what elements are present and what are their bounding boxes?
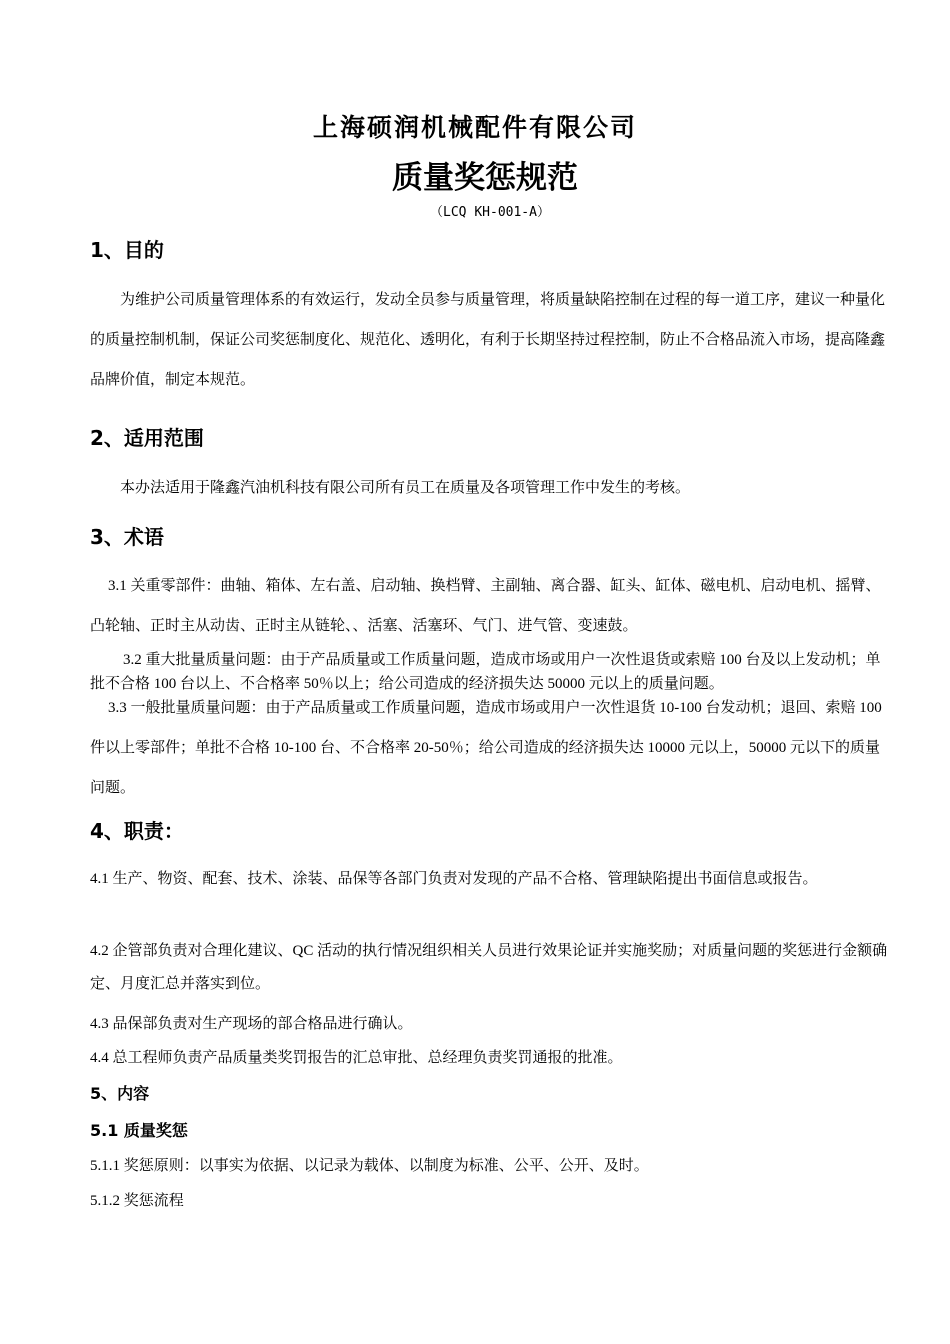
section-2-text: 本办法适用于隆鑫汽油机科技有限公司所有员工在质量及各项管理工作中发生的考核。 — [120, 480, 691, 496]
section-3-heading: 3、术语 — [90, 525, 164, 549]
duty-4-3: 4.3 品保部负责对生产现场的部合格品进行确认。 — [90, 1016, 413, 1032]
section-4-heading: 4、职责： — [90, 819, 184, 843]
duty-4-2: 4.2 企管部负责对合理化建议、QC 活动的执行情况组织相关人员进行效果论证并实施奖励；对质量问题的奖惩进行金额确定、月度汇总并落实到位。 — [90, 943, 888, 992]
item-5-1-1: 5.1.1 奖惩原则：以事实为依据、以记录为载体、以制度为标准、公平、公开、及时。 — [90, 1158, 649, 1174]
term-3-1: 3.1 关重零部件：曲轴、箱体、左右盖、启动轴、换档臂、主副轴、离合器、缸头、缸体、磁电机、启动电机、摇臂、凸轮轴、正时主从动齿、正时主从链轮、、活塞、活塞环、气门、进气管、变速鼓。 — [90, 578, 881, 634]
section-5-heading: 5、内容 — [90, 1084, 150, 1103]
section-2-heading: 2、适用范围 — [90, 426, 204, 450]
section-1-text: 为维护公司质量管理体系的有效运行，发动全员参与质量管理，将质量缺陷控制在过程的每一道工序，建议一种量化的质量控制机制，保证公司奖惩制度化、规范化、透明化，有利于长期坚持过程控制，防止不合格品流入市场，提高隆鑫品牌价值，制定本规范。 — [90, 292, 886, 388]
term-3-2: 3.2 重大批量质量问题：由于产品质量或工作质量问题，造成市场或用户一次性退货或索赔 100 台及以上发动机；单批不合格 100 台以上、不合格率 50％以上；给公司造成的经济损失达 50000 元以上的质量问题。 — [90, 652, 881, 692]
term-3-3: 3.3 一般批量质量问题：由于产品质量或工作质量问题，造成市场或用户一次性退货 10-100 台发动机；退回、索赔 100 件以上零部件；单批不合格 10-100 台、不合格率 20-50％；给公司造成的经济损失达 10000 元以上，50000 元以下的质量问题。 — [90, 700, 882, 796]
item-5-1-2: 5.1.2 奖惩流程 — [90, 1193, 184, 1209]
subsection-5-1-heading: 5.1 质量奖惩 — [90, 1121, 188, 1140]
duty-4-4: 4.4 总工程师负责产品质量类奖罚报告的汇总审批、总经理负责奖罚通报的批准。 — [90, 1050, 623, 1066]
duty-4-1: 4.1 生产、物资、配套、技术、涂装、品保等各部门负责对发现的产品不合格、管理缺陷提出书面信息或报告。 — [90, 871, 818, 887]
document-title: 质量奖惩规范 — [392, 160, 578, 196]
company-name: 上海硕润机械配件有限公司 — [312, 113, 637, 142]
section-1-heading: 1、目的 — [90, 238, 164, 262]
document-code: （LCQ KH-001-A） — [430, 205, 550, 220]
